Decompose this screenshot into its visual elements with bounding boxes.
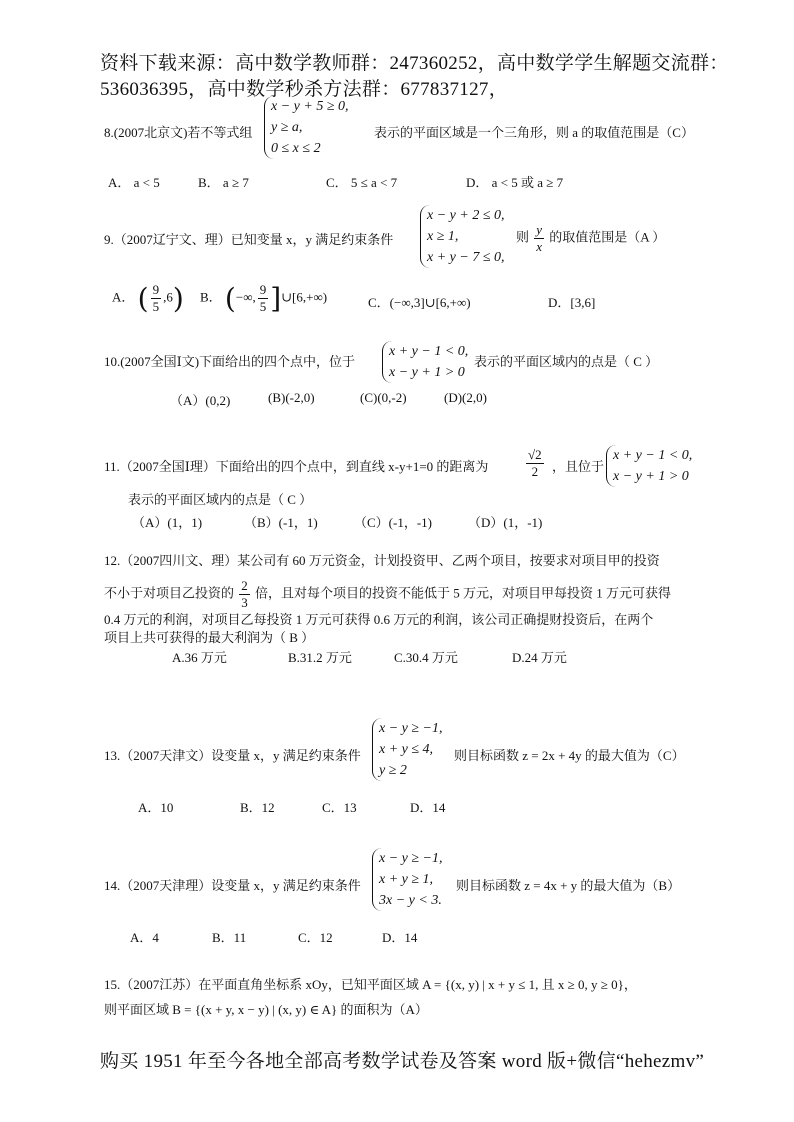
q10-option-a: （A）(0,2)	[170, 393, 231, 408]
q11-line-2: 表示的平面区域内的点是（ C ）	[128, 492, 313, 507]
q9-option-c: C．(−∞,3]∪[6,+∞)	[368, 295, 471, 310]
q14-constraint: x − y ≥ −1,	[379, 851, 443, 866]
q11-fraction	[526, 447, 544, 480]
q9-option-a	[112, 282, 184, 315]
q11-option-a: （A）(1，1)	[132, 515, 203, 530]
q14-constraint: 3x − y < 3.	[379, 893, 442, 908]
q12-line-4: 项目上共可获得的最大利润为（ B ）	[104, 630, 315, 645]
q10-option-b: (B)(-2,0)	[268, 390, 315, 405]
q14-option-b: B．11	[212, 930, 247, 945]
q14-constraint-system	[372, 848, 443, 911]
q9-opt-b-num: 9	[259, 282, 267, 297]
q9-constraint: x − y + 2 ≤ 0,	[427, 208, 505, 223]
q9-opt-b-head: −∞,	[235, 289, 256, 305]
header-line-1: 资料下载来源：高中数学教师群：247360252，高中数学学生解题交流群：	[100, 53, 729, 74]
q9-frac-den: x	[536, 239, 543, 254]
q9-suffix-b: 的取值范围是（A ）	[549, 229, 666, 245]
q13-constraint: x + y ≤ 4,	[379, 742, 434, 757]
q14-option-d: D．14	[382, 930, 418, 945]
q15-line-2: 则平面区域 B = {(x + y, x − y) | (x, y) ∈ A} 的面积为（A）	[104, 1002, 428, 1017]
q8-suffix: 表示的平面区域是一个三角形，则 a 的取值范围是（C）	[374, 125, 694, 140]
q9-fraction	[534, 222, 544, 255]
q12-line-1: 12.（2007四川文、理）某公司有 60 万元资金，计划投资甲、乙两个项目，按要求对项目甲的投资	[104, 553, 660, 568]
q9-opt-a-tail: ,6	[163, 289, 173, 305]
q9-paren-right: )	[172, 282, 184, 315]
q8-option-c: C． 5 ≤ a < 7	[326, 175, 398, 190]
q11-constraint-system	[606, 445, 692, 487]
q9-constraint: x + y − 7 ≤ 0,	[427, 250, 505, 265]
q9-opt-a-label: A．	[112, 289, 135, 305]
q13-constraint: y ≥ 2	[379, 763, 407, 778]
q12-option-d: D.24 万元	[512, 650, 567, 665]
q13-suffix: 则目标函数 z = 2x + 4y 的最大值为（C）	[454, 748, 685, 763]
q14-prefix: 14.（2007天津理）设变量 x，y 满足约束条件	[104, 878, 361, 893]
q9-opt-a-frac	[151, 282, 162, 315]
q8-constraint: y ≥ a,	[271, 120, 303, 135]
q9-opt-b-frac	[258, 282, 269, 315]
q13-constraint-system	[372, 718, 443, 781]
q11-mid: ，且位于	[552, 459, 605, 474]
q9-question-tail	[516, 222, 665, 255]
q8-option-d: D． a < 5 或 a ≥ 7	[466, 175, 564, 190]
q9-opt-a-num: 9	[152, 282, 160, 297]
q12-line-2	[104, 578, 671, 611]
q8-constraint: 0 ≤ x ≤ 2	[271, 141, 321, 156]
footer-text: 购买 1951 年至今各地全部高考数学试卷及答案 word 版+微信“hehezmv”	[100, 1051, 705, 1072]
q12-option-a: A.36 万元	[172, 650, 227, 665]
q11-option-c: （C）(-1，-1)	[354, 515, 432, 530]
q12-line-2a: 不小于对项目乙投资的	[104, 585, 235, 601]
q13-option-d: D．14	[410, 800, 446, 815]
q8-option-a: A． a < 5	[108, 175, 160, 190]
q14-suffix: 则目标函数 z = 4x + y 的最大值为（B）	[456, 878, 681, 893]
q12-line-3: 0.4 万元的利润，对项目乙每投资 1 万元可获得 0.6 万元的利润，该公司正确提财投资后，在两个	[104, 612, 654, 627]
q9-frac-num: y	[536, 222, 543, 237]
q14-option-a: A．4	[130, 930, 159, 945]
q9-option-b	[200, 282, 327, 315]
q9-paren-left: (	[137, 282, 149, 315]
q13-prefix: 13.（2007天津文）设变量 x，y 满足约束条件	[104, 748, 361, 763]
q9-suffix-a: 则	[516, 229, 530, 245]
q14-constraint: x + y ≥ 1,	[379, 872, 434, 887]
header-line-2: 536036395，高中数学秒杀方法群：677837127，	[100, 79, 509, 100]
q10-constraint: x + y − 1 < 0,	[389, 344, 469, 359]
q9-paren-right: ]	[270, 282, 282, 315]
q11-constraint: x − y + 1 > 0	[613, 469, 689, 484]
q10-option-c: (C)(0,-2)	[360, 390, 407, 405]
q8-constraint-system	[264, 96, 349, 159]
q10-option-d: (D)(2,0)	[444, 390, 487, 405]
q13-option-c: C．13	[322, 800, 357, 815]
q8-prefix: 8.(2007北京文)若不等式组	[104, 125, 253, 140]
q12-frac-den: 3	[241, 595, 248, 610]
q9-option-d: D．[3,6]	[548, 295, 596, 310]
q13-option-b: B．12	[240, 800, 275, 815]
q12-line-2b: 倍，且对每个项目的投资不能低于 5 万元，对项目甲每投资 1 万元可获得	[255, 585, 672, 601]
q11-prefix: 11.（2007全国Ⅰ理）下面给出的四个点中，到直线 x-y+1=0 的距离为	[104, 459, 489, 474]
q8-option-b: B． a ≥ 7	[198, 175, 249, 190]
q11-constraint: x + y − 1 < 0,	[613, 448, 693, 463]
q14-option-c: C．12	[298, 930, 333, 945]
q12-fraction	[239, 578, 250, 611]
q12-frac-num: 2	[241, 578, 248, 593]
q13-option-a: A．10	[138, 800, 174, 815]
q12-option-b: B.31.2 万元	[288, 650, 352, 665]
q9-constraint-system	[420, 205, 505, 268]
q13-constraint: x − y ≥ −1,	[379, 721, 443, 736]
q11-option-b: （B）(-1，1)	[244, 515, 318, 530]
q8-constraint: x − y + 5 ≥ 0,	[271, 99, 349, 114]
q9-prefix: 9.（2007辽宁文、理）已知变量 x，y 满足约束条件	[104, 232, 394, 247]
q9-paren-left: (	[224, 282, 236, 315]
q11-frac-den: 2	[531, 464, 539, 479]
q12-option-c: C.30.4 万元	[394, 650, 458, 665]
q11-option-d: （D）(1，-1)	[468, 515, 543, 530]
q10-constraint: x − y + 1 > 0	[389, 365, 465, 380]
q9-opt-b-label: B．	[200, 289, 222, 305]
q9-opt-a-den: 5	[152, 299, 160, 314]
q10-prefix: 10.(2007全国Ⅰ文)下面给出的四个点中，位于	[104, 354, 356, 369]
q9-constraint: x ≥ 1,	[427, 229, 459, 244]
q10-suffix: 表示的平面区域内的点是（ C ）	[474, 354, 659, 369]
q15-line-1: 15.（2007江苏）在平面直角坐标系 xOy，已知平面区域 A = {(x, y) | x + y ≤ 1, 且 x ≥ 0, y ≥ 0}，	[104, 977, 637, 992]
q11-frac-num: √2	[528, 447, 542, 462]
q9-opt-b-tail: ∪[6,+∞)	[281, 289, 328, 305]
q9-opt-b-den: 5	[259, 299, 267, 314]
q10-constraint-system	[382, 341, 468, 383]
